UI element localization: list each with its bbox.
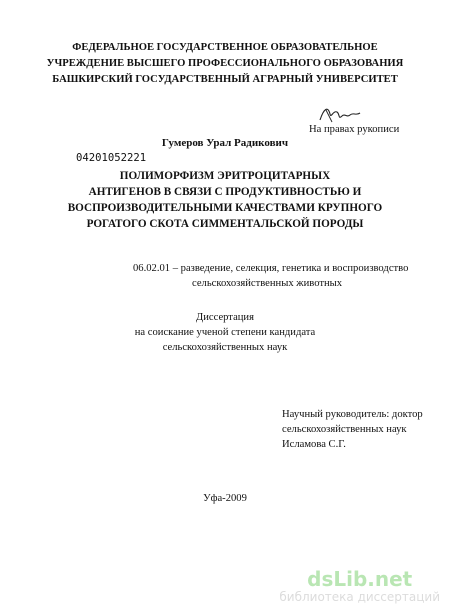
supervisor-name: Исламова С.Г. xyxy=(282,439,346,450)
title-line: АНТИГЕНОВ В СВЯЗИ С ПРОДУКТИВНОСТЬЮ И xyxy=(88,186,362,198)
watermark-subtitle: библиотека диссертаций xyxy=(279,590,440,604)
specialty-line-1: 06.02.01 – разведение, селекция, генетика и воспроизводство xyxy=(133,263,409,274)
dissertation-line-3: сельскохозяйственных наук xyxy=(162,342,288,353)
supervisor-line-2: сельскохозяйственных наук xyxy=(282,424,407,435)
specialty-line-2: сельскохозяйственных животных xyxy=(192,278,343,289)
header-line-1: ФЕДЕРАЛЬНОЕ ГОСУДАРСТВЕННОЕ ОБРАЗОВАТЕЛЬНОЕ xyxy=(72,42,378,53)
header-line-2: УЧРЕЖДЕНИЕ ВЫСШЕГО ПРОФЕССИОНАЛЬНОГО ОБРАЗОВАНИЯ xyxy=(46,58,404,69)
manuscript-note: На правах рукописи xyxy=(309,124,400,135)
archive-code: 04201052221 xyxy=(76,152,147,164)
dissertation-title xyxy=(0,168,450,232)
author-name: Гумеров Урал Радикович xyxy=(161,137,289,149)
dissertation-degree xyxy=(0,310,450,355)
dissertation-label: Диссертация xyxy=(196,312,254,323)
institution-header xyxy=(0,40,450,88)
supervisor-block xyxy=(282,407,423,452)
specialty xyxy=(133,261,408,291)
supervisor-line-1: Научный руководитель: доктор xyxy=(282,409,423,420)
title-line: ВОСПРОИЗВОДИТЕЛЬНЫМИ КАЧЕСТВАМИ КРУПНОГО xyxy=(67,202,383,214)
watermark-logo-main: dsLib xyxy=(307,567,368,591)
title-line: РОГАТОГО СКОТА СИММЕНТАЛЬСКОЙ ПОРОДЫ xyxy=(86,218,364,230)
header-line-3: БАШКИРСКИЙ ГОСУДАРСТВЕННЫЙ АГРАРНЫЙ УНИВЕРСИТЕТ xyxy=(52,74,398,85)
dissertation-line-2: на соискание ученой степени кандидата xyxy=(134,327,316,338)
watermark-logo-tld: .net xyxy=(367,567,413,591)
watermark-logo xyxy=(279,568,440,590)
handwritten-signature xyxy=(318,104,362,126)
city-year: Уфа-2009 xyxy=(203,493,247,504)
watermark[interactable] xyxy=(279,568,440,604)
title-line: ПОЛИМОРФИЗМ ЭРИТРОЦИТАРНЫХ xyxy=(119,170,331,182)
